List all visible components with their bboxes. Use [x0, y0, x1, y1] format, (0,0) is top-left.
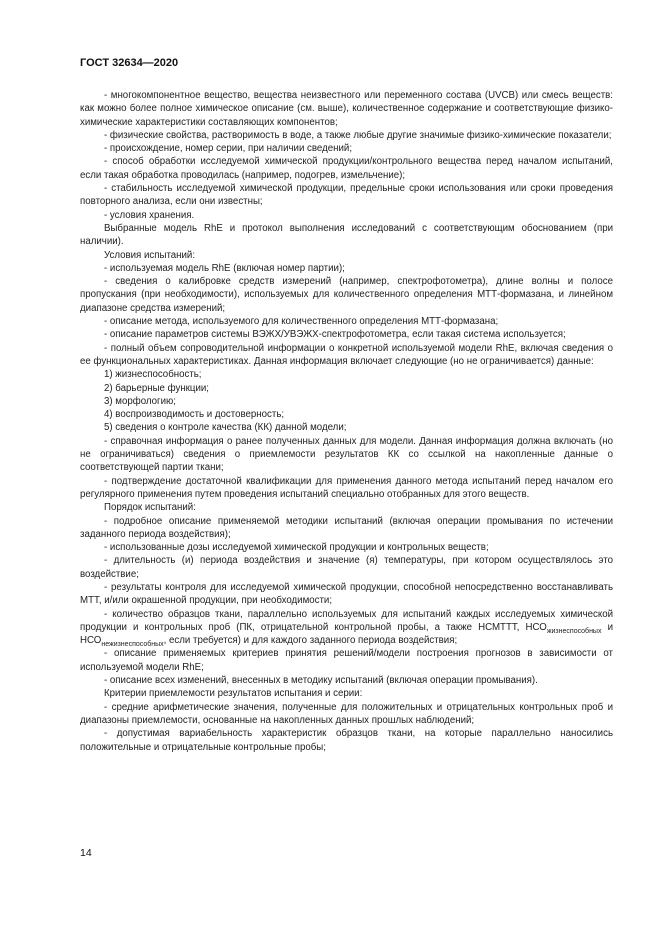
- section-heading: Порядок испытаний:: [104, 502, 196, 514]
- paragraph: - справочная информация о ранее полученных данных для модели. Данная информация должна включать (но не ограничиваться) сведения о приемлемости результатов КК со ссылкой на накопленные данные о соответствующей партии ткани;: [80, 435, 613, 474]
- paragraph: - результаты контроля для исследуемой химической продукции, способной непосредственно восстанавливать МТТ, и/или окрашенной продукции, при необходимости;: [80, 581, 613, 607]
- page-number: 14: [80, 847, 92, 859]
- hco-label: НСО: [525, 621, 547, 633]
- hco-viable-subscript: жизнеспособных: [546, 627, 602, 635]
- paragraph: - средние арифметические значения, полученные для положительных и отрицательных контрольных проб и диапазоны приемлемости, основанные на накопленных данных прошлых наблюдений;: [80, 701, 613, 726]
- tissue-count-lead: - количество образцов ткани, параллельно используемых для испытаний каждых исследуемых химической продукции и контрольных проб (ПК, отрицательной контрольной пробы, а также НСМТТТ,: [80, 608, 613, 633]
- paragraph: - сведения о калибровке средств измерений (например, спектрофотометра), длине волны и полосе пропускания (при необходимости), используемых для количественного определения МТТ-формазана, и линейном диапазоне средства измерений;: [80, 276, 613, 314]
- list-item: 1) жизнеспособность;: [104, 369, 202, 381]
- paragraph: - описание применяемых критериев принятия решений/модели построения прогнозов в зависимости от используемой модели RhE;: [80, 648, 613, 673]
- standard-designation: ГОСТ 32634—2020: [80, 57, 179, 69]
- paragraph-tissue-count: [80, 608, 613, 648]
- paragraph: - многокомпонентное вещество, вещества неизвестного или переменного состава (UVCB) или смесь веществ: как можно более полное химическое описание (см. выше), количественное содержание и соответствующие физико-химические характеристики составляющих компонентов;: [80, 90, 613, 128]
- list-item: 2) барьерные функции;: [104, 382, 209, 394]
- paragraph: - стабильность исследуемой химической продукции, предельные сроки использования или сроки проведения повторного анализа, если они известны;: [80, 183, 613, 208]
- paragraph: - физические свойства, растворимость в воде, а также любые другие значимые физико-химические показатели;: [104, 129, 612, 141]
- paragraph: - использованные дозы исследуемой химической продукции и контрольных веществ;: [104, 542, 489, 554]
- paragraph: - описание параметров системы ВЭЖХ/УВЭЖХ-спектрофотометра, если такая система используется;: [104, 329, 566, 341]
- hco-label: НСО: [80, 635, 102, 647]
- paragraph: - подтверждение достаточной квалификации для применения данного метода испытаний перед началом его регулярного применения путем проведения испытаний специально отобранных для этого веществ.: [80, 475, 613, 500]
- paragraph: - полный объем сопроводительной информации о конкретной используемой модели RhE, включая сведения о ее функциональных характеристиках. Данная информация включает следующие (но не ограничивается) данные:: [80, 342, 613, 367]
- paragraph: - используемая модель RhE (включая номер партии);: [104, 262, 345, 274]
- paragraph: - длительность (и) периода воздействия и значение (я) температуры, при котором осуществлялось это воздействие;: [80, 555, 613, 580]
- paragraph: - подробное описание применяемой методики испытаний (включая операции промывания по истечении заданного периода воздействия);: [80, 515, 613, 540]
- paragraph: - описание всех изменений, внесенных в методику испытаний (включая операции промывания).: [104, 675, 538, 687]
- section-heading: Критерии приемлемости результатов испытания и серии:: [104, 688, 363, 700]
- list-item: 4) воспроизводимость и достоверность;: [104, 409, 285, 421]
- list-item: 3) морфологию;: [104, 395, 176, 407]
- hco-nonviable-subscript: нежизнеспособных: [101, 641, 164, 649]
- tissue-count-tail: , если требуется) и для каждого заданного периода воздействия;: [163, 635, 458, 647]
- paragraph: - условия хранения.: [104, 209, 195, 221]
- section-heading: Условия испытаний:: [104, 249, 196, 261]
- paragraph: - происхождение, номер серии, при наличии сведений;: [104, 143, 353, 155]
- paragraph: Выбранные модель RhE и протокол выполнения исследований с соответствующим обоснованием (при наличии).: [80, 222, 613, 248]
- paragraph: - допустимая вариабельность характеристик образцов ткани, на которые параллельно наносились положительные и отрицательные контрольные пробы;: [80, 728, 613, 753]
- paragraph: - описание метода, используемого для количественного определения МТТ-формазана;: [104, 316, 499, 328]
- body-text: [80, 89, 613, 754]
- paragraph: - способ обработки исследуемой химической продукции/контрольного вещества перед началом испытаний, если такая обработка проводилась (например, подогрев, измельчение);: [80, 156, 613, 181]
- conjunction: и: [607, 621, 613, 633]
- list-item: 5) сведения о контроле качества (КК) данной модели;: [104, 422, 347, 434]
